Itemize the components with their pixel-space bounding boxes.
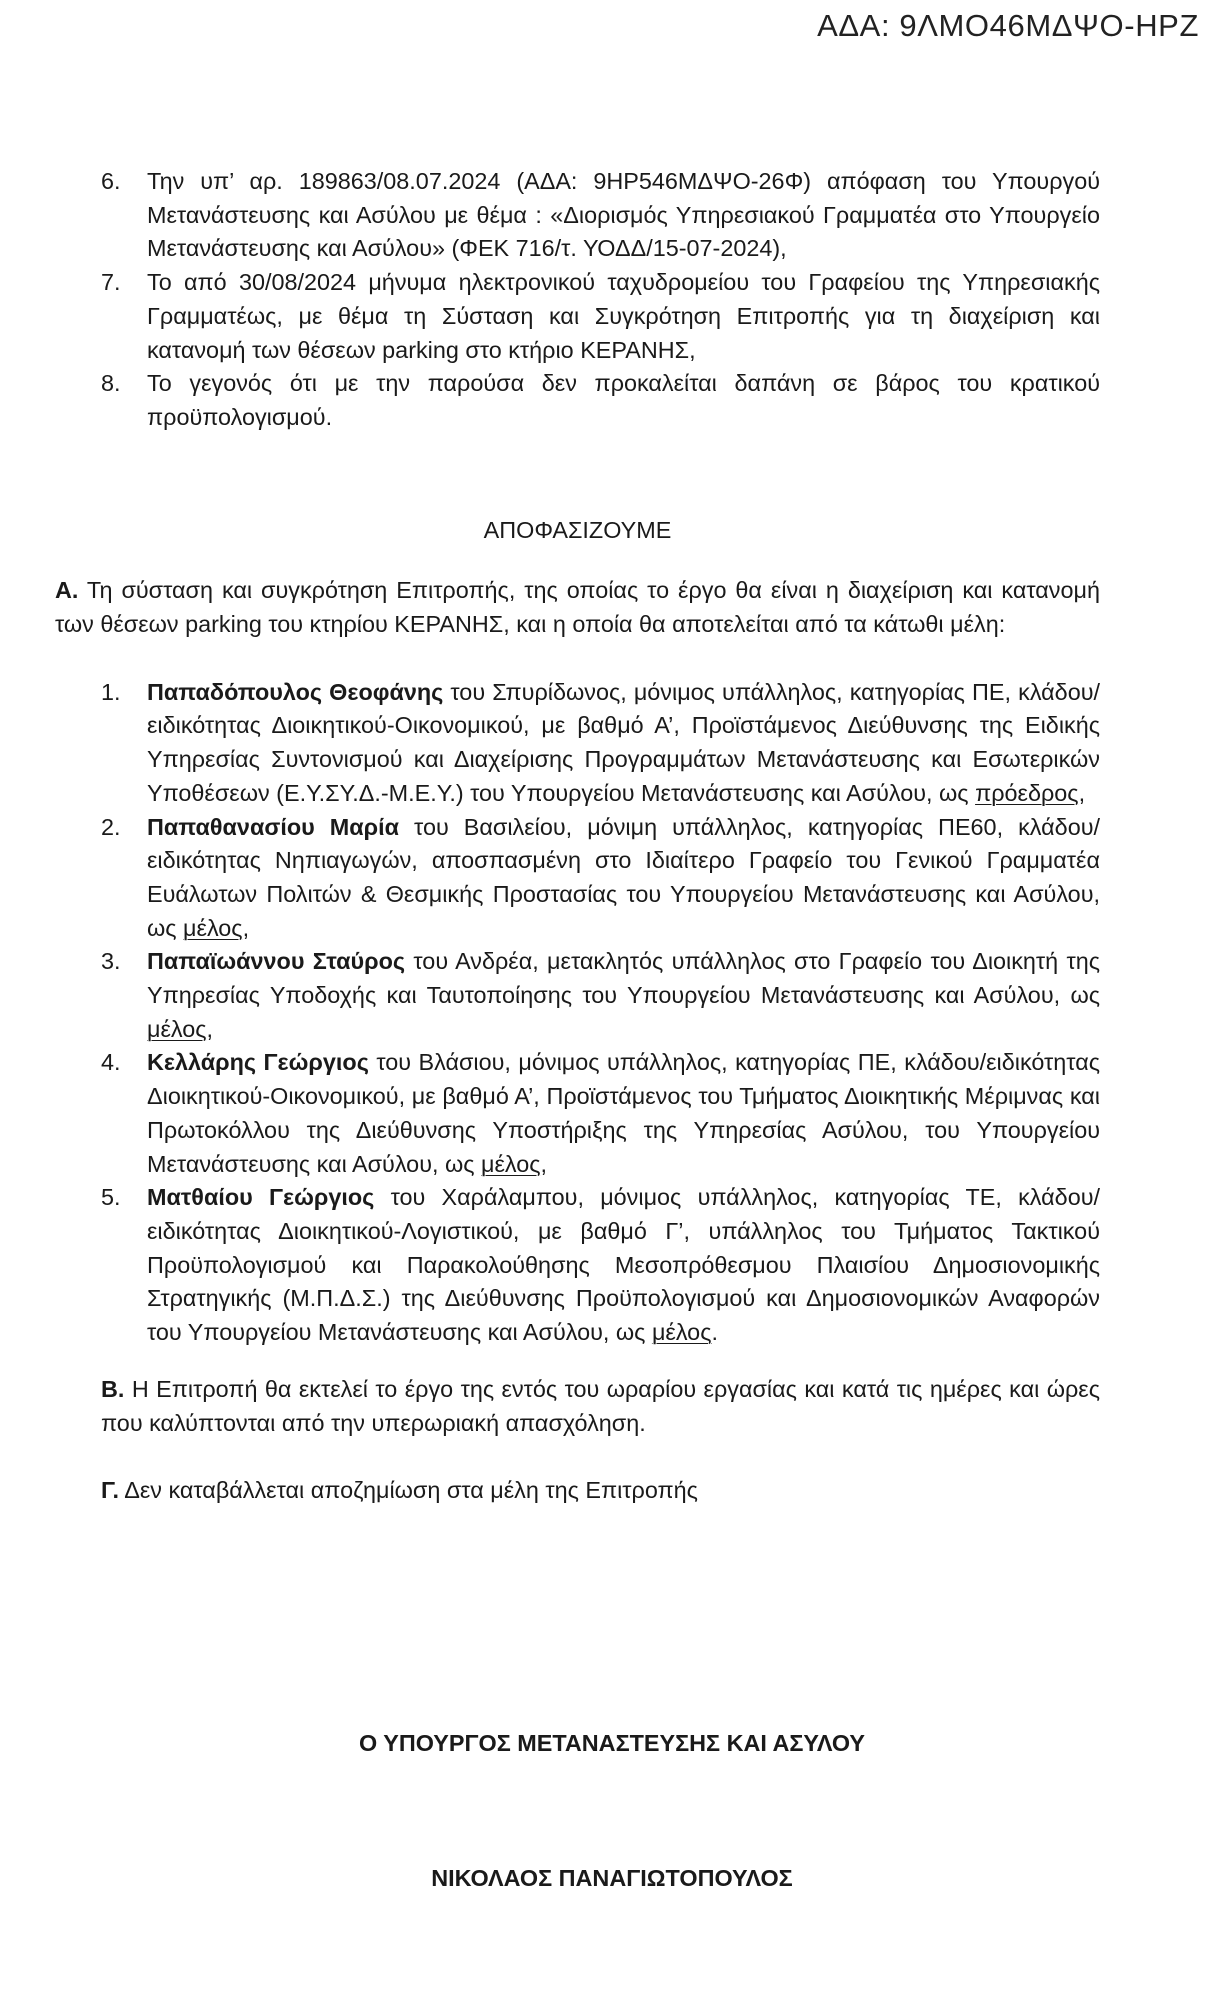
member-end: , xyxy=(242,914,250,941)
member-number: 3. xyxy=(101,948,121,975)
member-number: 2. xyxy=(101,813,121,840)
member-name: Παπαδόπουλος Θεοφάνης xyxy=(147,678,444,705)
member-text xyxy=(147,1181,1100,1350)
member-number: 5. xyxy=(101,1184,121,1211)
member-name: Ματθαίου Γεώργιος xyxy=(147,1184,375,1211)
section-b xyxy=(55,1373,1100,1440)
member-name: Παπαϊωάννου Σταύρος xyxy=(147,948,406,975)
member-text xyxy=(147,676,1100,811)
section-g-label: Γ. xyxy=(101,1477,119,1504)
member-item xyxy=(55,945,1100,1046)
member-name: Κελλάρης Γεώργιος xyxy=(147,1049,369,1076)
section-a xyxy=(55,574,1100,641)
member-role: πρόεδρος xyxy=(975,779,1079,806)
member-text xyxy=(147,811,1100,946)
section-b-text: Η Επιτροπή θα εκτελεί το έργο της εντός του ωραρίου εργασίας και κατά τις ημέρες και ώρες που καλύπτονται από την υπερωριακή απασχόληση. xyxy=(101,1375,1100,1436)
member-text xyxy=(147,945,1100,1046)
reference-item xyxy=(55,165,1100,266)
member-role: μέλος xyxy=(481,1150,541,1177)
reference-number: 8. xyxy=(101,370,121,397)
signatory-name: ΝΙΚΟΛΑΟΣ ΠΑΝΑΓΙΩΤΟΠΟΥΛΟΣ xyxy=(431,1865,793,1891)
section-b-label: Β. xyxy=(101,1375,125,1402)
ada-code: ΑΔΑ: 9ΛΜΟ46ΜΔΨΟ-ΗΡΖ xyxy=(817,8,1199,43)
member-details: του Ανδρέα, μετακλητός υπάλληλος στο Γραφείο του Διοικητή της Υπηρεσίας Υποδοχής και Ταυτοποίησης του Υπουργείου Μετανάστευσης και Ασύλου, ως xyxy=(147,948,1100,1009)
member-role: μέλος xyxy=(651,1319,712,1346)
reference-item xyxy=(55,266,1100,367)
reference-number: 7. xyxy=(101,269,121,296)
reference-text: Το από 30/08/2024 μήνυμα ηλεκτρονικού ταχυδρομείου του Γραφείου της Υπηρεσιακής Γραμματέως, με θέμα τη Σύσταση και Συγκρότηση Επιτροπής για τη διαχείριση και κατανομή των θέσεων parking στο κτήριο ΚΕΡΑΝΗΣ, xyxy=(147,269,1100,363)
section-g-text: Δεν καταβάλλεται αποζημίωση στα μέλη της Επιτροπής xyxy=(119,1477,698,1504)
member-details: του Χαράλαμπου, μόνιμος υπάλληλος, κατηγορίας ΤΕ, κλάδου/ειδικότητας Διοικητικού-Λογιστικού, με βαθμό Γ’, υπάλληλος του Τμήματος Τακτικού Προϋπολογισμού και Παρακολούθησης Μεσοπρόθεσμου Πλαισίου Δημοσιονομικής Στρατηγικής (Μ.Π.Δ.Σ.) της Διεύθυνσης Προϋπολογισμού και Δημοσιονομικών Αναφορών του Υπουργείου Μετανάστευσης και Ασύλου, ως xyxy=(147,1184,1100,1346)
reference-item xyxy=(55,367,1100,434)
member-end: . xyxy=(711,1319,718,1346)
reference-text: Το γεγονός ότι με την παρούσα δεν προκαλείται δαπάνη σε βάρος του κρατικού προϋπολογισμού. xyxy=(147,370,1100,430)
member-details: του Βλάσιου, μόνιμος υπάλληλος, κατηγορίας ΠΕ, κλάδου/ειδικότητας Διοικητικού-Οικονομικού, με βαθμό Α’, Προϊστάμενος του Τμήματος Διοικητικής Μέριμνας και Πρωτοκόλλου της Διεύθυνσης Υποστήριξης της Υπηρεσίας Ασύλου, του Υπουργείου Μετανάστευσης και Ασύλου, ως xyxy=(147,1049,1101,1177)
reference-number: 6. xyxy=(101,168,121,194)
member-number: 4. xyxy=(101,1049,121,1076)
member-item xyxy=(55,811,1100,946)
member-text xyxy=(147,1046,1100,1181)
section-g xyxy=(55,1474,1100,1508)
member-item xyxy=(55,1046,1100,1181)
member-end: , xyxy=(206,1015,214,1042)
member-name: Παπαθανασίου Μαρία xyxy=(147,813,399,840)
signatory-title: Ο ΥΠΟΥΡΓΟΣ ΜΕΤΑΝΑΣΤΕΥΣΗΣ ΚΑΙ ΑΣΥΛΟΥ xyxy=(358,1730,866,1756)
section-a-label: Α. xyxy=(55,577,79,604)
member-role: μέλος xyxy=(147,1015,207,1042)
member-end: , xyxy=(540,1150,548,1177)
member-item xyxy=(55,1181,1100,1350)
references-list xyxy=(55,165,1100,435)
member-role: μέλος xyxy=(183,914,243,941)
members-list xyxy=(55,676,1100,1350)
reference-text: Την υπ’ αρ. 189863/08.07.2024 (ΑΔΑ: 9ΗΡ546ΜΔΨΟ-26Φ) απόφαση του Υπουργού Μετανάστευσης και Ασύλου με θέμα : «Διορισμός Υπηρεσιακού Γραμματέα στο Υπουργείο Μετανάστευσης και Ασύλου» (ΦΕΚ 716/τ. ΥΟΔΔ/15-07-2024), xyxy=(147,168,1100,262)
member-end: , xyxy=(1078,779,1086,806)
member-item xyxy=(55,676,1100,811)
member-details: του Σπυρίδωνος, μόνιμος υπάλληλος, κατηγορίας ΠΕ, κλάδου/ειδικότητας Διοικητικού-Οικονομικού, με βαθμό Α’, Προϊστάμενος Διεύθυνσης της Ειδικής Υπηρεσίας Συντονισμού και Διαχείρισης Προγραμμάτων Μετανάστευσης και Εσωτερικών Υποθέσεων (Ε.Υ.ΣΥ.Δ.-Μ.Ε.Υ.) του Υπουργείου Μετανάστευσης και Ασύλου, ως xyxy=(147,678,1101,806)
document-body xyxy=(55,165,1100,1508)
section-a-text: Τη σύσταση και συγκρότηση Επιτροπής, της οποίας το έργο θα είναι η διαχείριση και κατανομή των θέσεων parking του κτηρίου ΚΕΡΑΝΗΣ, και η οποία θα αποτελείται από τα κάτωθι μέλη: xyxy=(55,577,1100,638)
decision-heading: ΑΠΟΦΑΣΙΖΟΥΜΕ xyxy=(483,516,672,543)
member-details: του Βασιλείου, μόνιμη υπάλληλος, κατηγορίας ΠΕ60, κλάδου/ειδικότητας Νηπιαγωγών, αποσπασμένη στο Ιδιαίτερο Γραφείο του Γενικού Γραμματέα Ευάλωτων Πολιτών & Θεσμικής Προστασίας του Υπουργείου Μετανάστευσης και Ασύλου, ως xyxy=(147,813,1100,941)
member-number: 1. xyxy=(101,678,121,705)
